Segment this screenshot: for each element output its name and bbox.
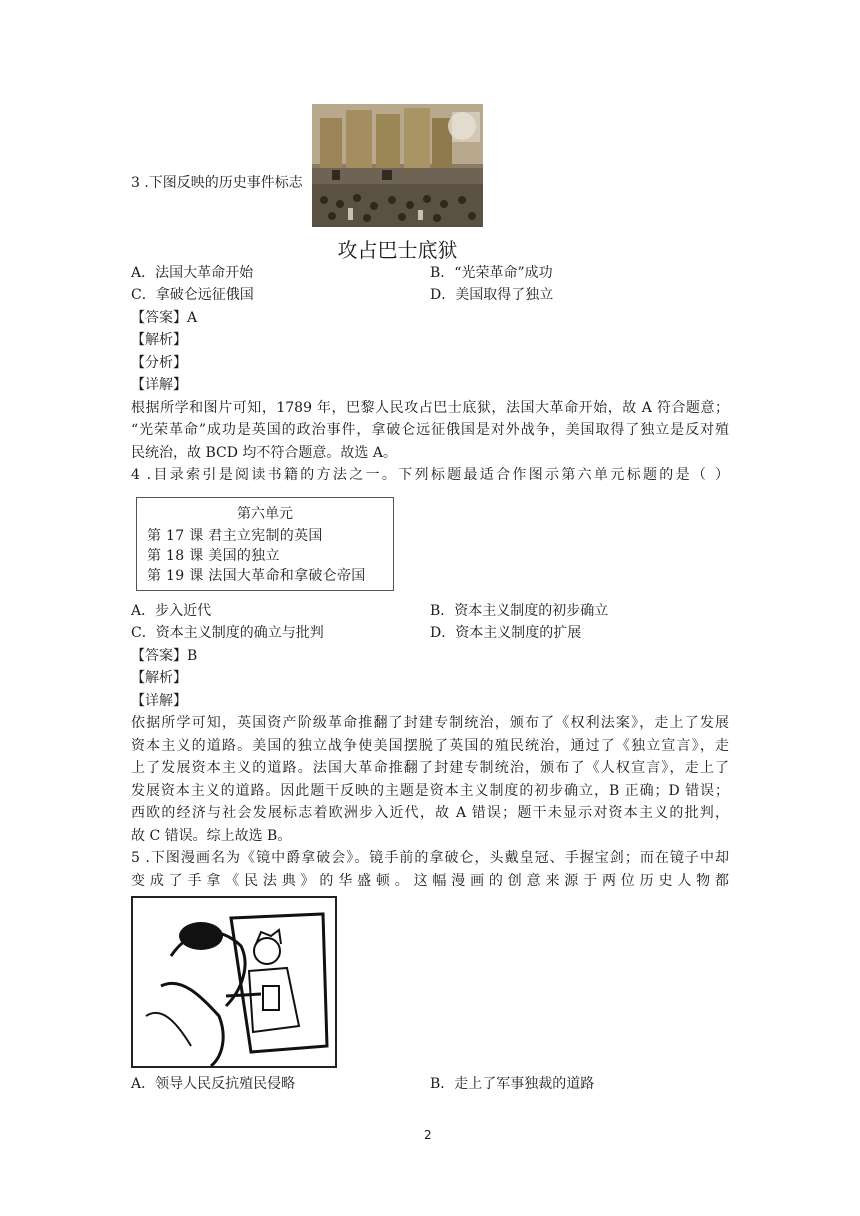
toc-row: 第 18 课 美国的独立 — [147, 548, 280, 564]
toc-heading: 第六单元 — [237, 506, 293, 522]
q4-detail-line: 故 C 错误。综上故选 B。 — [131, 828, 292, 844]
q3-detail-line: 根据所学和图片可知，1789 年，巴黎人民攻占巴士底狱，法国大革命开始，故 A 符合题意； — [131, 400, 729, 416]
q3-detail-label: 【详解】 — [131, 377, 187, 393]
q4-option-c: C．资本主义制度的确立与批判 — [131, 625, 324, 641]
question-4-stem: 4 .目录索引是阅读书籍的方法之一。下列标题最适合作图示第六单元标题的是（ ） — [131, 467, 729, 483]
q3-option-b: B．“光荣革命”成功 — [430, 265, 553, 281]
q3-option-c: C．拿破仑远征俄国 — [131, 287, 254, 303]
page-number: 2 — [424, 1128, 432, 1142]
image-caption: 攻占巴士底狱 — [337, 238, 458, 262]
question-5-stem: 变成了手拿《民法典》的华盛顿。这幅漫画的创意来源于两位历史人物都 — [131, 873, 729, 889]
q3-option-d: D．美国取得了独立 — [430, 287, 554, 303]
q4-answer: 【答案】B — [131, 648, 198, 664]
q3-option-a: A．法国大革命开始 — [131, 265, 254, 281]
q5-option-b: B．走上了军事独裁的道路 — [430, 1076, 595, 1092]
q4-detail-line: 西欧的经济与社会发展标志着欧洲步入近代，故 A 错误；题干未显示对资本主义的批判， — [131, 805, 729, 821]
q4-option-a: A．步入近代 — [131, 603, 212, 619]
table-of-contents-figure — [136, 497, 394, 591]
toc-row: 第 19 课 法国大革命和拿破仑帝国 — [147, 568, 366, 584]
q3-detail-line: 民统治，故 BCD 均不符合题意。故选 A。 — [131, 445, 397, 461]
q4-detail-label: 【详解】 — [131, 693, 187, 709]
question-3-stem: 3 .下图反映的历史事件标志 — [131, 175, 303, 191]
q4-option-d: D．资本主义制度的扩展 — [430, 625, 582, 641]
q4-detail-line: 发展资本主义的道路。因此题干反映的主题是资本主义制度的初步确立，B 正确；D 错误； — [131, 783, 729, 799]
q4-option-b: B．资本主义制度的初步确立 — [430, 603, 609, 619]
q3-detail-line: “光荣革命”成功是英国的政治事件，拿破仑远征俄国是对外战争，美国取得了独立是反对殖 — [131, 422, 729, 438]
q4-detail-line: 资本主义的道路。美国的独立战争使美国摆脱了英国的殖民统治，通过了《独立宣言》，走 — [131, 738, 729, 754]
q3-answer: 【答案】A — [131, 310, 198, 326]
bastille-painting — [312, 104, 483, 227]
question-5-stem: 5 .下图漫画名为《镜中爵拿破会》。镜手前的拿破仑，头戴皇冠、手握宝剑；而在镜子中却 — [131, 850, 729, 866]
cartoon-mirror-napoleon — [131, 896, 337, 1068]
toc-row: 第 17 课 君主立宪制的英国 — [147, 528, 323, 544]
q4-analysis-label: 【解析】 — [131, 670, 187, 686]
q5-option-a: A．领导人民反抗殖民侵略 — [131, 1076, 296, 1092]
q3-fenxi-label: 【分析】 — [131, 355, 187, 371]
q3-analysis-label: 【解析】 — [131, 332, 187, 348]
q4-detail-line: 依据所学可知，英国资产阶级革命推翻了封建专制统治，颁布了《权利法案》，走上了发展 — [131, 715, 729, 731]
q4-detail-line: 上了发展资本主义的道路。法国大革命推翻了封建专制统治，颁布了《人权宣言》，走上了 — [131, 760, 729, 776]
